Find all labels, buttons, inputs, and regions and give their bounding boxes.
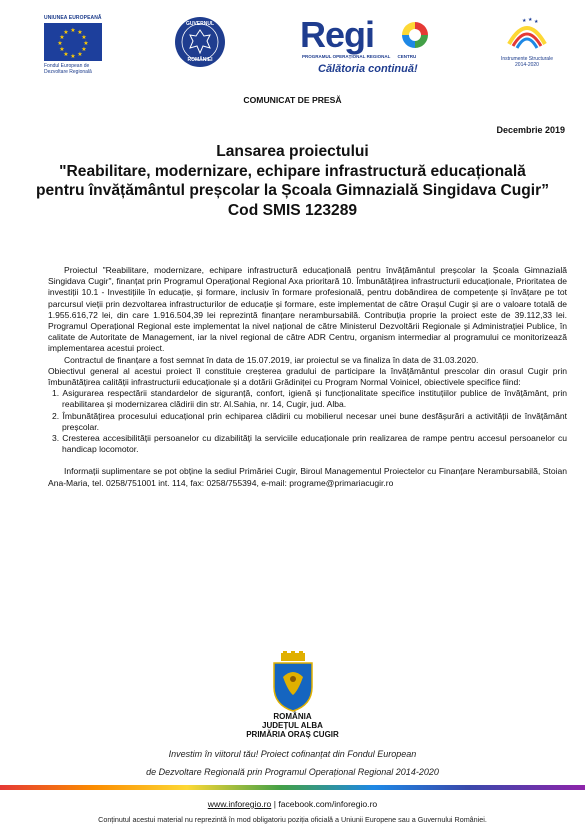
title-line-1: Lansarea proiectului [216,143,369,160]
svg-text:★: ★ [77,29,83,36]
eu-logo-title: UNIUNEA EUROPEANĂ [44,15,102,21]
is-text-1: Instrumente Structurale [501,56,553,62]
title-line-2: "Reabilitare, modernizare, echipare infrastructură educațională [59,162,526,180]
government-logo [174,16,226,68]
objective-item-1: 1. Asigurarea respectării standardelor de siguranță, confort, igienă și funcționalitate specifice instituțiilor publice de învățământ, prin reabilitarea și modernizarea clădirii din str. Al.Sahia, nr. 14, Cugir, jud. Alba. [52,388,567,410]
paragraph-project: Proiectul "Reabilitare, modernizare, echipare infrastructură educațională pentru învățământul preșcolar la Școala Gimnazială Singidava Cugir", finanțat prin Programul Operațional Regional Axa prioritară 10. Îmbunătățirea infrastructurii educaționale, Prioritatea de investiții 10.1 - Investițiile în educație, și formare, inclusiv în formare profesională, pentru dobândirea de competențe și învățare pe tot parcursul vieții prin dezvoltarea infrastructurilor de educație și formare, este implementat de către Orașul Cugir și are o valoare totală de 1.955.616,72 lei, din care 1.916.504,39 lei reprezintă finanțare nerambursabilă. Contribuția proprie la proiect este de 39.112,33 lei. Programul Operațional Regional este implementat la nivel național de către Ministerul Dezvoltării Regionale și Administrației Publice, în calitate de Autoritate de Management, iar la nivel regional de către ADR Centru, organism intermediar al programului ce monitorizează implementarea acestui proiect. [48,265,567,354]
objective-item-2: 2. Îmbunătățirea procesului educațional prin echiparea clădirii cu mobilierul necesar unei bune desfășurări a activității de învățământ preșcolar. [52,410,567,432]
loc-county: JUDEȚUL ALBA [262,720,323,730]
rainbow-divider [0,785,585,790]
link-separator: | [271,799,279,809]
is-text [492,56,562,68]
invest-statement [0,745,585,781]
eu-flag-icon [44,23,102,61]
regio-logo [300,14,440,74]
objective-item-3: 3. Cresterea accesibilității persoanelor cu dizabilități la serviciile educaționale prin realizarea de rampe pentru accesul persoanelor cu handicap locomotor. [52,433,567,455]
svg-text:★: ★ [522,18,527,24]
loc-city-hall: PRIMĂRIA ORAȘ CUGIR [246,729,339,739]
svg-text:★: ★ [83,40,89,47]
is-text-2: 2014-2020 [515,62,539,68]
institution-block [0,713,585,739]
svg-text:★: ★ [63,51,69,58]
press-release-label: COMUNICAT DE PRESĂ [243,95,342,105]
regio-circle-icon [400,20,430,50]
regio-small-1: PROGRAMUL OPERAȚIONAL REGIONAL [302,54,391,59]
facebook-link[interactable]: facebook.com/inforegio.ro [278,799,378,809]
svg-text:★: ★ [81,34,87,41]
gov-text-bottom: ROMÂNIEI [187,57,213,63]
paragraph-contact: Informații suplimentare se pot obține la sediul Primăriei Cugir, Biroul Managementul Proiectelor cu Finanțare Nerambursabilă, Stoian Ana-Maria, tel. 0258/751001 int. 114, fax: 0258/755394, e-mail: programe@primariacugir.ro [48,466,567,488]
coat-of-arms-icon [268,651,318,713]
svg-text:★: ★ [63,29,69,36]
footer-links [0,799,585,809]
svg-text:★: ★ [70,27,76,34]
structural-instruments-icon [505,14,549,54]
regio-tagline: Călătoria continuă! [318,63,418,75]
instrumente-structurale-logo [492,14,562,74]
svg-text:★: ★ [77,51,83,58]
regio-word: Regi [300,14,375,55]
gov-text-top: GUVERNUL [185,21,215,27]
svg-text:★: ★ [70,53,76,60]
svg-text:★: ★ [534,19,539,25]
inforegio-link[interactable]: www.inforegio.ro [207,799,272,809]
svg-text:★: ★ [57,40,63,47]
invest-line-1: Investim în viitorul tău! Proiect cofinanțat din Fondul European [168,749,417,759]
eu-sub-line-1: Fondul European de [44,63,90,69]
svg-text:★: ★ [59,34,65,41]
document-date: Decembrie 2019 [496,125,565,135]
eu-logo [44,15,104,75]
title-line-4: Cod SMIS 123289 [227,201,358,219]
disclaimer: Conținutul acestui material nu reprezintă în mod obligatoriu poziția oficială a Uniunii Europene sau a Guvernului României. [98,815,487,824]
eu-logo-subtitle [44,63,104,75]
regio-small-2: CENTRU [397,54,417,59]
regio-program-text [302,54,422,59]
paragraph-contract: Contractul de finanțare a fost semnat în data de 15.07.2019, iar proiectul se va finaliza în data de 31.03.2020. [64,354,479,365]
document-title [20,142,565,220]
invest-line-2: de Dezvoltare Regională prin Programul Operațional Regional 2014-2020 [146,767,439,777]
svg-text:★: ★ [59,46,65,53]
loc-country: ROMÂNIA [273,712,312,721]
document-body [48,265,567,489]
svg-text:★: ★ [81,46,87,53]
title-line-3: pentru învățământul preșcolar la Școala Gimnazială Singidava Cugir” [35,182,549,199]
eu-sub-line-2: Dezvoltare Regională [44,69,92,75]
svg-text:★: ★ [528,17,533,23]
paragraph-objective: Obiectivul general al acestui proiect îl constituie creșterea gradului de participare la învățământul prescolar din orasul Cugir prin îmbunătățirea calității infrastructurii educaționale și a dotării Grădiniței cu Program Normal Voinicel, obiectivele specifice fiind: [48,365,567,388]
